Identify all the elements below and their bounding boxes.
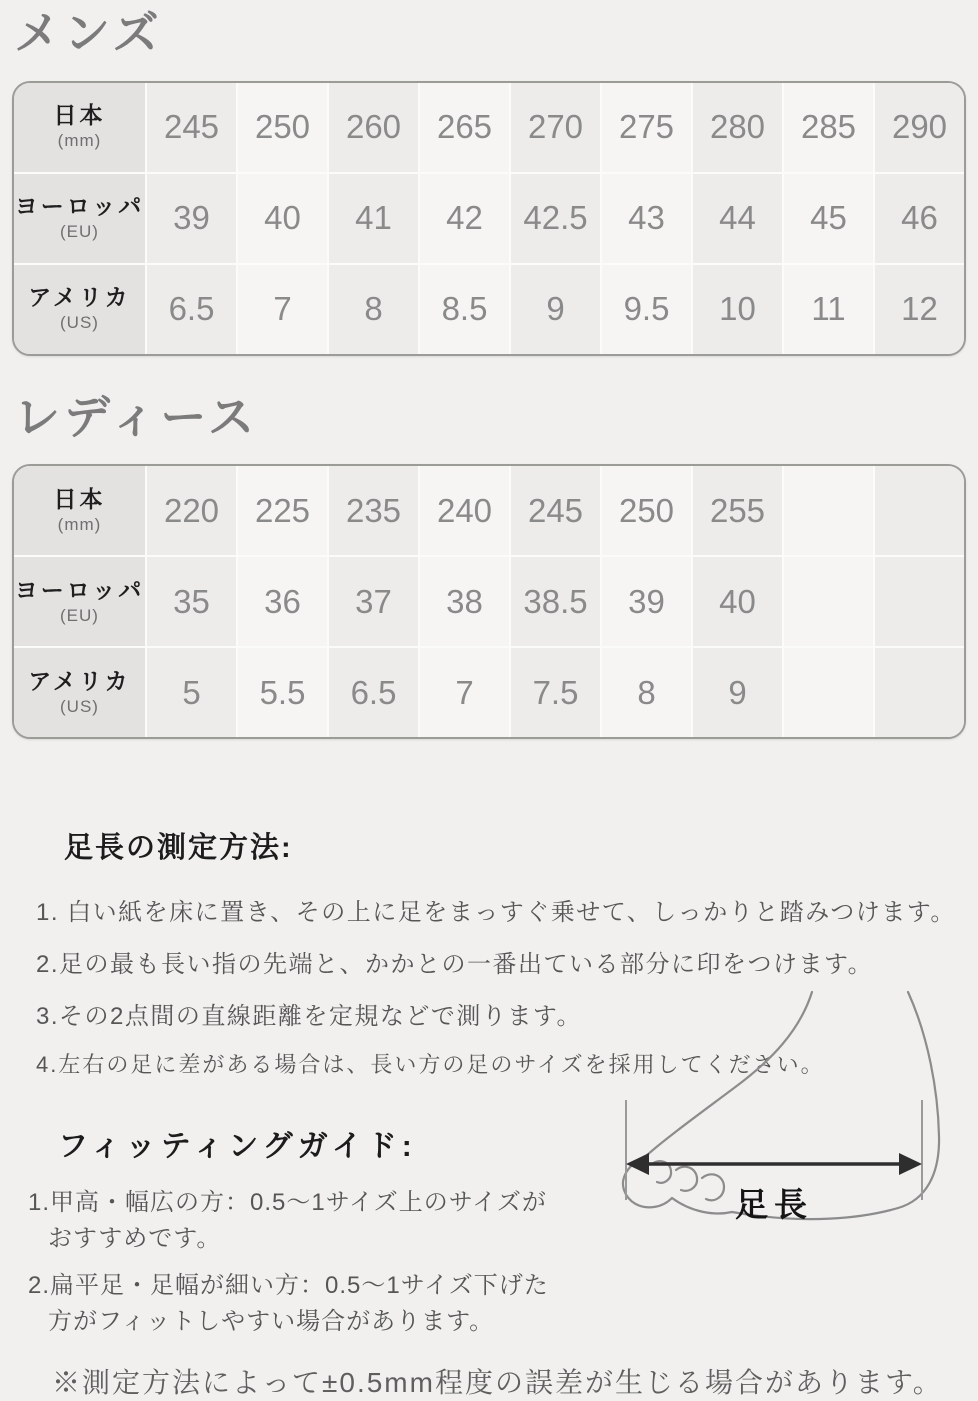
fitting-guide-item bbox=[28, 1185, 600, 1256]
measurement-step: 2.足の最も長い指の先端と、かかとの一番出ている部分に印をつけます。 bbox=[36, 951, 874, 979]
size-cell bbox=[873, 466, 964, 555]
size-cell: 39 bbox=[600, 557, 691, 646]
row-header-label: アメリカ bbox=[28, 283, 131, 310]
row-header-cell bbox=[14, 83, 145, 172]
fitting-guide-section bbox=[0, 1121, 600, 1339]
size-cell: 9.5 bbox=[600, 265, 691, 354]
size-cell: 38.5 bbox=[509, 557, 600, 646]
size-cell bbox=[873, 557, 964, 646]
size-cell: 12 bbox=[873, 265, 964, 354]
size-cell: 235 bbox=[327, 466, 418, 555]
size-cell: 41 bbox=[327, 174, 418, 263]
table-row bbox=[14, 466, 964, 555]
womens-section-title: レディース bbox=[14, 390, 259, 443]
size-cell: 43 bbox=[600, 174, 691, 263]
row-header-unit: (EU) bbox=[60, 222, 99, 242]
size-cell: 36 bbox=[236, 557, 327, 646]
size-cell: 42 bbox=[418, 174, 509, 263]
size-cell: 6.5 bbox=[327, 648, 418, 737]
size-cell: 44 bbox=[691, 174, 782, 263]
foot-length-measure-arrow bbox=[626, 1100, 922, 1200]
fitting-guide-heading: フィッティングガイド: bbox=[58, 1130, 417, 1164]
size-cell: 45 bbox=[782, 174, 873, 263]
womens-size-table bbox=[12, 464, 966, 739]
size-cell: 7 bbox=[418, 648, 509, 737]
row-header-label: 日本 bbox=[53, 101, 106, 128]
row-header-label: ヨーロッパ bbox=[14, 576, 145, 603]
row-header-cell bbox=[14, 174, 145, 263]
measurement-step: 3.その2点間の直線距離を定規などで測ります。 bbox=[36, 1003, 582, 1031]
foot-length-diagram bbox=[596, 988, 978, 1238]
fitting-guide-item bbox=[28, 1268, 600, 1339]
size-cell: 8.5 bbox=[418, 265, 509, 354]
size-cell: 5 bbox=[145, 648, 236, 737]
size-cell: 270 bbox=[509, 83, 600, 172]
size-cell bbox=[873, 648, 964, 737]
row-header-cell bbox=[14, 557, 145, 646]
table-row bbox=[14, 172, 964, 263]
foot-length-label: 足長 bbox=[735, 1186, 813, 1223]
size-cell: 8 bbox=[327, 265, 418, 354]
size-cell: 11 bbox=[782, 265, 873, 354]
size-cell: 255 bbox=[691, 466, 782, 555]
fitting-guide-items bbox=[28, 1185, 600, 1339]
tolerance-note: ※測定方法によって±0.5mm程度の誤差が生じる場合があります。 bbox=[52, 1367, 943, 1399]
size-cell: 42.5 bbox=[509, 174, 600, 263]
row-header-unit: (US) bbox=[60, 696, 99, 716]
size-cell: 9 bbox=[691, 648, 782, 737]
size-cell: 225 bbox=[236, 466, 327, 555]
table-row bbox=[14, 646, 964, 737]
size-cell: 40 bbox=[236, 174, 327, 263]
measurement-step: 4.左右の足に差がある場合は、長い方の足のサイズを採用してください。 bbox=[36, 1052, 825, 1078]
fitting-item-line: おすすめです。 bbox=[48, 1224, 222, 1252]
size-cell: 46 bbox=[873, 174, 964, 263]
mens-size-table bbox=[12, 81, 966, 356]
size-cell: 10 bbox=[691, 265, 782, 354]
size-cell: 7 bbox=[236, 265, 327, 354]
size-cell: 285 bbox=[782, 83, 873, 172]
size-cell: 250 bbox=[600, 466, 691, 555]
row-header-unit: (US) bbox=[60, 313, 99, 333]
row-header-label: アメリカ bbox=[28, 667, 131, 694]
size-cell: 39 bbox=[145, 174, 236, 263]
mens-section-title: メンズ bbox=[14, 7, 163, 59]
size-cell: 40 bbox=[691, 557, 782, 646]
table-row bbox=[14, 555, 964, 646]
size-cell: 9 bbox=[509, 265, 600, 354]
row-header-label: ヨーロッパ bbox=[14, 192, 145, 219]
size-cell: 275 bbox=[600, 83, 691, 172]
fitting-item-line: 方がフィットしやすい場合があります。 bbox=[48, 1307, 495, 1335]
size-cell bbox=[782, 466, 873, 555]
row-header-cell bbox=[14, 466, 145, 555]
size-cell: 245 bbox=[145, 83, 236, 172]
size-cell: 8 bbox=[600, 648, 691, 737]
row-header-unit: (EU) bbox=[60, 605, 99, 625]
size-cell: 250 bbox=[236, 83, 327, 172]
size-cell: 280 bbox=[691, 83, 782, 172]
row-header-label: 日本 bbox=[53, 485, 106, 512]
size-cell bbox=[782, 648, 873, 737]
size-cell: 7.5 bbox=[509, 648, 600, 737]
size-cell: 240 bbox=[418, 466, 509, 555]
fitting-item-line: 2.扁平足・足幅が細い方：0.5～1サイズ下げた bbox=[28, 1272, 549, 1300]
row-header-cell bbox=[14, 648, 145, 737]
row-header-unit: (mm) bbox=[57, 131, 102, 151]
size-cell: 265 bbox=[418, 83, 509, 172]
measurement-heading: 足長の測定方法: bbox=[64, 832, 293, 865]
fitting-item-line: 1.甲高・幅広の方：0.5～1サイズ上のサイズが bbox=[28, 1189, 547, 1217]
row-header-unit: (mm) bbox=[57, 514, 102, 534]
size-cell: 38 bbox=[418, 557, 509, 646]
size-cell: 6.5 bbox=[145, 265, 236, 354]
table-row bbox=[14, 83, 964, 172]
foot-illustration bbox=[596, 988, 978, 1238]
size-cell: 260 bbox=[327, 83, 418, 172]
size-cell: 37 bbox=[327, 557, 418, 646]
size-cell: 290 bbox=[873, 83, 964, 172]
table-row bbox=[14, 263, 964, 354]
size-cell: 220 bbox=[145, 466, 236, 555]
row-header-cell bbox=[14, 265, 145, 354]
size-cell: 5.5 bbox=[236, 648, 327, 737]
size-cell: 35 bbox=[145, 557, 236, 646]
measurement-step: 1. 白い紙を床に置き、その上に足をまっすぐ乗せて、しっかりと踏みつけます。 bbox=[36, 899, 956, 927]
size-cell bbox=[782, 557, 873, 646]
size-cell: 245 bbox=[509, 466, 600, 555]
